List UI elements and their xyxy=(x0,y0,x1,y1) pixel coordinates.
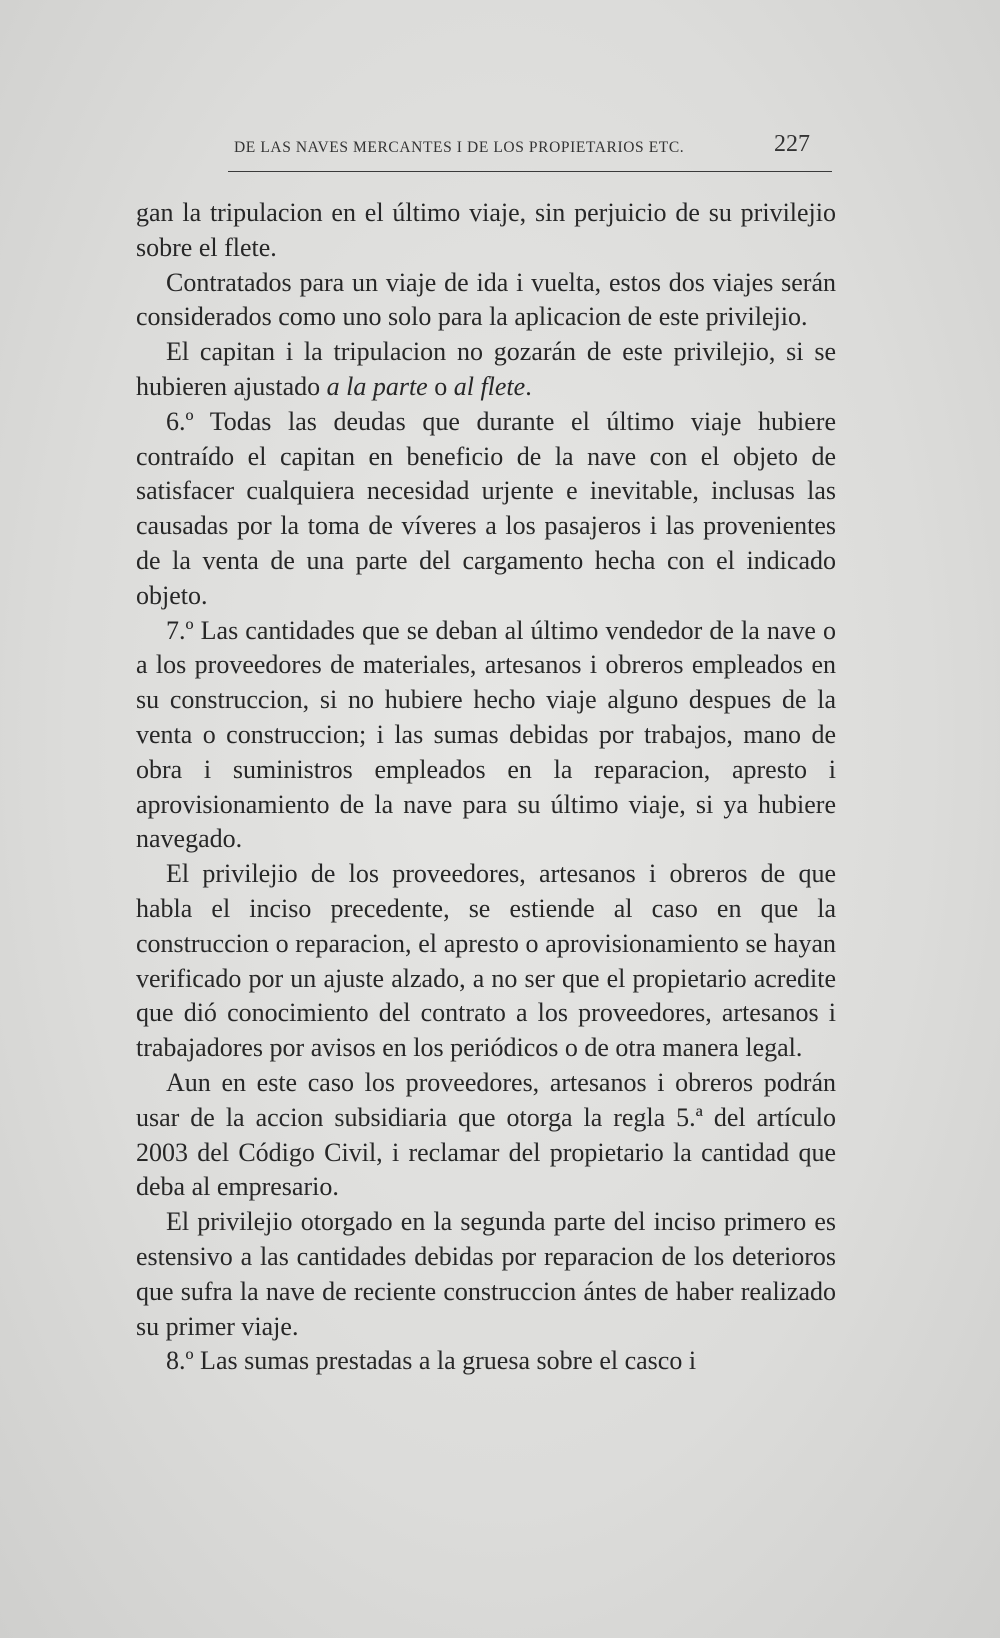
paragraph-6: El privilejio de los proveedores, artesanos i obreros de que habla el inciso precedente, se estiende al caso en que la construccion o reparacion, el apresto o aprovisionamiento se hayan verificado por un ajuste alzado, a no ser que el propietario acredite que dió conocimiento del contrato a los proveedores, artesanos i trabajadores por avisos en los periódicos o de otra manera legal. xyxy=(136,859,836,1063)
paragraph-2: Contratados para un viaje de ida i vuelta, estos dos viajes serán considerados como uno solo para la aplicacion de este privilejio. xyxy=(136,267,836,332)
header-rule xyxy=(228,171,832,172)
italic-a-la-parte: a la parte xyxy=(326,371,428,401)
paragraph-4: 6.º Todas las deudas que durante el último viaje hubiere contraído el capitan en beneficio de la nave con el objeto de satisfacer cualquiera necesidad urjente e inevitable, inclusas las causadas por la toma de víveres a los pasajeros i las provenientes de la venta de una parte del cargamento hecha con el indicado objeto. xyxy=(136,406,836,610)
paragraph-3 xyxy=(136,335,836,405)
paragraph-3-text-b: o xyxy=(427,371,454,401)
page-number: 227 xyxy=(774,131,810,157)
paragraph-1: gan la tripulacion en el último viaje, sin perjuicio de su privilejio sobre el flete. xyxy=(136,198,836,262)
paragraph-7: Aun en este caso los proveedores, artesanos i obreros podrán usar de la accion subsidiaria que otorga la regla 5.ª del artículo 2003 del Código Civil, i reclamar del propietario la cantidad que deba al empresario. xyxy=(136,1067,836,1202)
paragraph-9: 8.º Las sumas prestadas a la gruesa sobre el casco i xyxy=(166,1346,697,1376)
body-text xyxy=(136,196,836,1379)
running-head: DE LAS NAVES MERCANTES I DE LOS PROPIETARIOS ETC. xyxy=(234,139,685,156)
paragraph-5: 7.º Las cantidades que se deban al último vendedor de la nave o a los proveedores de materiales, artesanos i obreros empleados en su construccion, si no hubiere hecho viaje alguno despues de la venta o construccion; i las sumas debidas por trabajos, mano de obra i suministros empleados en la reparacion, apresto i aprovisionamiento de la nave para su último viaje, si ya hubiere navegado. xyxy=(136,615,836,854)
page-header xyxy=(228,131,810,161)
italic-al-flete: al flete xyxy=(453,371,526,401)
paragraph-3-text-a: El capitan i la tripulacion no gozarán de este privilejio, si se hubieren ajustado xyxy=(136,337,836,401)
paragraph-3-text-c: . xyxy=(525,371,532,401)
paragraph-8: El privilejio otorgado en la segunda parte del inciso primero es estensivo a las cantidades debidas por reparacion de los deterioros que sufra la nave de reciente construccion ántes de haber realizado su primer viaje. xyxy=(136,1207,836,1341)
